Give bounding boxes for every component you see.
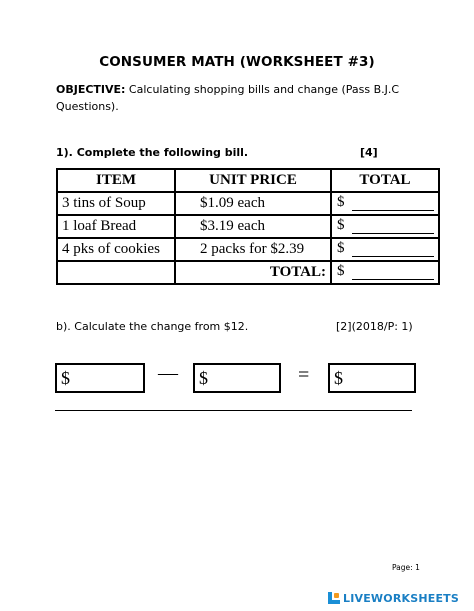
objective-description: Calculating shopping bills and change (Pass B.J.C Questions). [56, 83, 400, 113]
table-row [57, 192, 439, 215]
header-total: TOTAL [331, 169, 439, 192]
equals-sign: = [298, 364, 310, 386]
row-item: 1 loaf Bread [57, 215, 175, 238]
bill-header-row [57, 169, 439, 192]
question-1-marks: [4] [360, 146, 378, 159]
question-b-marks: [2](2018/P: 1) [336, 320, 413, 333]
row-unit-price: 2 packs for $2.39 [175, 238, 331, 261]
row-unit-price: $1.09 each [175, 192, 331, 215]
bill-table [56, 168, 440, 285]
liveworksheets-logo-icon [328, 592, 340, 604]
question-b-label: b). Calculate the change from $12. [56, 320, 249, 333]
brand-name: LIVEWORKSHEETS [343, 591, 459, 605]
empty-cell [57, 261, 175, 284]
header-unit-price: UNIT PRICE [175, 169, 331, 192]
row-item: 4 pks of cookies [57, 238, 175, 261]
minus-sign: — [158, 362, 178, 384]
brand-logo [328, 591, 459, 605]
grand-total-input[interactable] [331, 261, 439, 284]
total-label: TOTAL: [175, 261, 331, 284]
total-row [57, 261, 439, 284]
dollar-sign: $ [337, 263, 345, 279]
objective-label: OBJECTIVE: [56, 83, 126, 96]
amount-box-2[interactable] [193, 363, 281, 393]
dollar-sign: $ [337, 194, 345, 210]
worksheet-title: CONSUMER MATH (WORKSHEET #3) [99, 54, 375, 70]
table-row [57, 238, 439, 261]
row-total-input[interactable] [331, 215, 439, 238]
row-unit-price: $3.19 each [175, 215, 331, 238]
amount-box-1[interactable] [55, 363, 145, 393]
row-item: 3 tins of Soup [57, 192, 175, 215]
row-total-input[interactable] [331, 192, 439, 215]
answer-line[interactable] [55, 410, 412, 411]
header-item: ITEM [57, 169, 175, 192]
amount-box-3[interactable] [328, 363, 416, 393]
dollar-sign: $ [199, 368, 208, 388]
question-1-label: 1). Complete the following bill. [56, 146, 249, 159]
dollar-sign: $ [61, 368, 70, 388]
page-number: Page: 1 [392, 563, 420, 572]
dollar-sign: $ [337, 217, 345, 233]
objective-text [56, 81, 426, 115]
dollar-sign: $ [334, 368, 343, 388]
dollar-sign: $ [337, 240, 345, 256]
row-total-input[interactable] [331, 238, 439, 261]
table-row [57, 215, 439, 238]
